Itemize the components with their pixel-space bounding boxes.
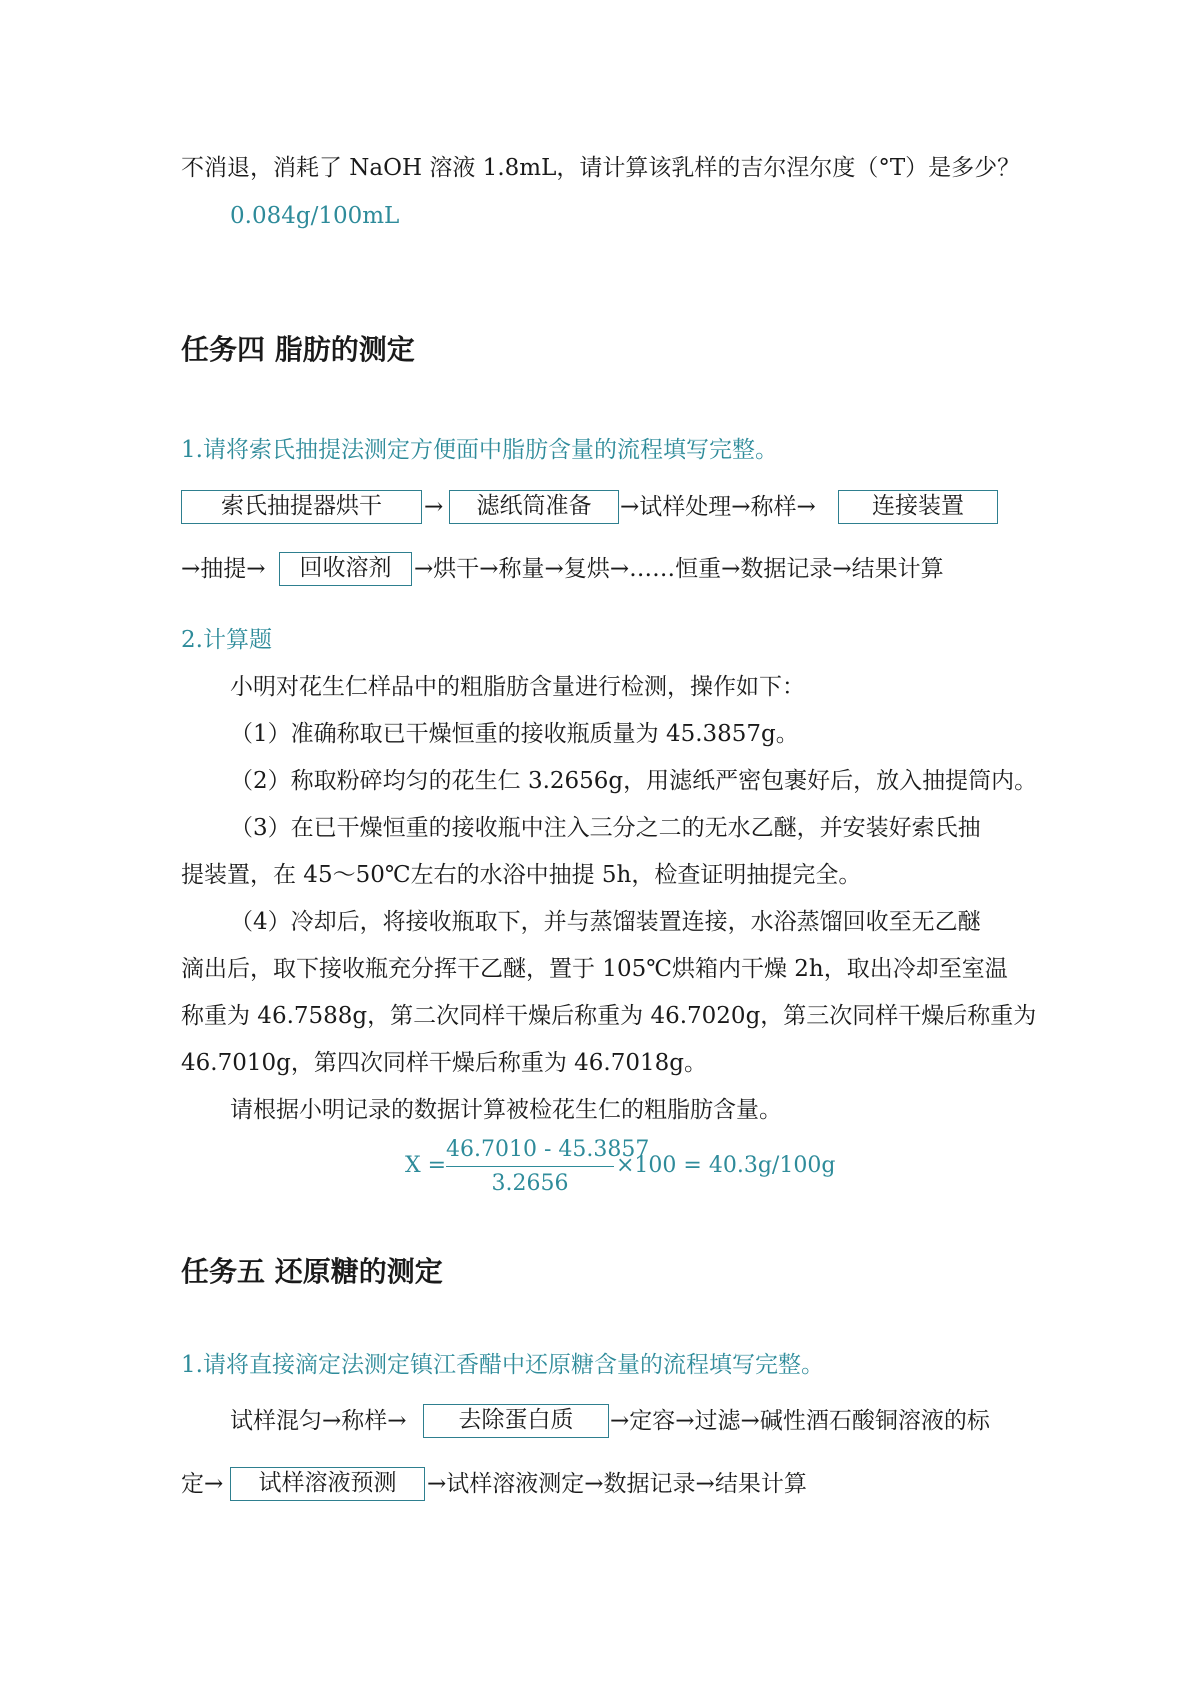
flow-box-recover: 回收溶剂 (279, 552, 412, 586)
flow-text-sample: →试样处理→称样→ (620, 494, 816, 520)
calc-step-3a: （3）在已干燥恒重的接收瓶中注入三分之二的无水乙醚，并安装好索氏抽 (230, 815, 981, 841)
formula-fraction-bar (446, 1166, 614, 1167)
calc-intro: 小明对花生仁样品中的粗脂肪含量进行检测，操作如下： (230, 674, 805, 700)
task4-question-2: 2.计算题 (181, 627, 272, 653)
calc-step-3b: 提装置，在 45～50℃左右的水浴中抽提 5h，检查证明抽提完全。 (181, 862, 862, 888)
formula-denominator: 3.2656 (491, 1171, 569, 1196)
task5-question-1: 1.请将直接滴定法测定镇江香醋中还原糖含量的流程填写完整。 (181, 1352, 824, 1378)
calc-step-4a: （4）冷却后，将接收瓶取下，并与蒸馏装置连接，水浴蒸馏回收至无乙醚 (230, 909, 981, 935)
formula-rhs: ×100 = 40.3g/100g (616, 1153, 836, 1178)
question-tail: 不消退，消耗了 NaOH 溶液 1.8mL，请计算该乳样的吉尔涅尔度（°T）是多少？ (181, 155, 1021, 181)
flow-box-soxhlet-dry: 索氏抽提器烘干 (181, 490, 422, 524)
flow5-box-deprotein: 去除蛋白质 (423, 1404, 609, 1438)
flow5-text-final: →试样溶液测定→数据记录→结果计算 (427, 1471, 807, 1497)
task4-title: 任务四 脂肪的测定 (181, 333, 415, 366)
calc-step-4d: 46.7010g，第四次同样干燥后称重为 46.7018g。 (181, 1050, 707, 1076)
calc-step-1: （1）准确称取已干燥恒重的接收瓶质量为 45.3857g。 (230, 721, 799, 747)
flow5-text-mix: 试样混匀→称样→ (230, 1408, 407, 1434)
formula-lhs: X = (405, 1153, 447, 1178)
flow-text-extract: →抽提→ (181, 556, 266, 582)
flow-arrow: → (424, 494, 444, 520)
flow-text-final: →烘干→称量→复烘→……恒重→数据记录→结果计算 (414, 556, 944, 582)
flow-box-filter-paper: 滤纸筒准备 (449, 490, 619, 524)
answer-text: 0.084g/100mL (230, 203, 400, 229)
flow5-text-calibrate: 定→ (181, 1471, 224, 1497)
calc-ask: 请根据小明记录的数据计算被检花生仁的粗脂肪含量。 (230, 1097, 782, 1123)
flow5-box-presample: 试样溶液预测 (230, 1467, 425, 1501)
task5-title: 任务五 还原糖的测定 (181, 1255, 443, 1288)
flow-box-connect: 连接装置 (838, 490, 998, 524)
task4-question-1: 1.请将索氏抽提法测定方便面中脂肪含量的流程填写完整。 (181, 437, 778, 463)
formula-numerator: 46.7010 - 45.3857 (446, 1137, 650, 1162)
calc-step-2: （2）称取粉碎均匀的花生仁 3.2656g，用滤纸严密包裹好后，放入抽提筒内。 (230, 768, 1038, 794)
flow5-text-volume: →定容→过滤→碱性酒石酸铜溶液的标 (610, 1408, 990, 1434)
calc-step-4c: 称重为 46.7588g，第二次同样干燥后称重为 46.7020g，第三次同样干燥后称重为 (181, 1003, 1037, 1029)
calc-step-4b: 滴出后，取下接收瓶充分挥干乙醚，置于 105℃烘箱内干燥 2h，取出冷却至室温 (181, 956, 1008, 982)
